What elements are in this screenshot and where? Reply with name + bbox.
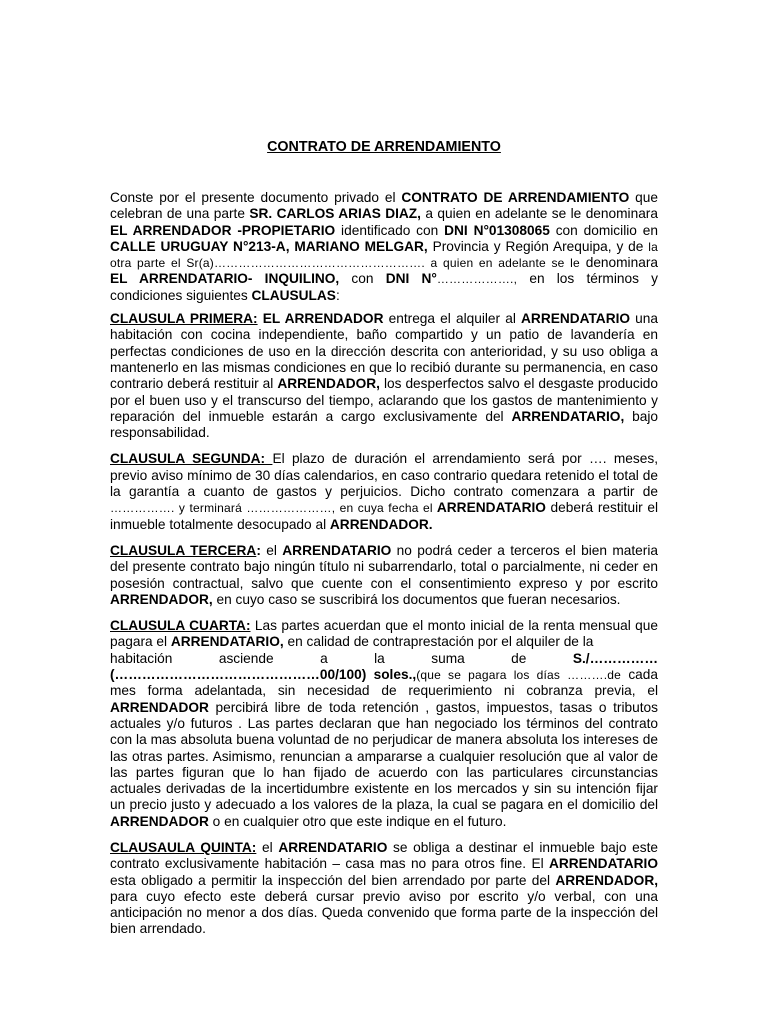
payment-day-blank: (que se pagara los días ……….de (416, 668, 622, 683)
rent-amount-blank: S./…………… (572, 650, 659, 666)
clause-heading: CLAUSULA CUARTA: (110, 618, 251, 634)
clause-third (110, 543, 658, 608)
clause-bold: ARRENDADOR (110, 699, 209, 715)
clause-text: entrega el alquiler al (383, 311, 522, 327)
intro-text: Conste por el presente documento privado el (110, 190, 402, 205)
intro-text: que celebran de una parte (110, 190, 658, 222)
clause-text: Las partes acuerdan que el monto inicial de la renta mensual que pagara el (110, 618, 658, 650)
clause-heading: CLAUSAULA QUINTA: (110, 839, 257, 855)
clause-bold: ARRENDADOR, (277, 376, 380, 392)
intro-text: identificado con (335, 222, 445, 238)
clause-bold: ARRENDATARIO (282, 542, 392, 558)
clause-bold: EL ARRENDADOR (257, 311, 384, 327)
landlord-role: EL ARRENDADOR -PROPIETARIO (110, 222, 336, 238)
intro-text: denominara (579, 255, 658, 271)
clause-heading: CLAUSULA SEGUNDA: (110, 451, 273, 467)
clause-bold: ARRENDATARIO, (511, 408, 625, 424)
clause-bold: ARRENDATARIO (432, 500, 546, 516)
tenant-role: EL ARRENDATARIO- INQUILINO, (110, 271, 340, 287)
landlord-dni: DNI N°01308065 (444, 222, 550, 238)
intro-text: a quien en adelante se le denominara (420, 206, 658, 222)
clause-bold: ARRENDADOR (110, 813, 209, 829)
clause-text: en calidad de contraprestación por el alquiler de la (283, 634, 594, 650)
clause-text: bajo responsabilidad. (110, 408, 659, 441)
clause-text: el (256, 839, 279, 855)
intro-text: : (335, 287, 340, 303)
contract-name: CONTRATO DE ARRENDAMIENTO (401, 190, 630, 205)
clause-heading-colon: : (256, 542, 261, 558)
clause-second (110, 451, 658, 532)
tenant-blank-line: la otra parte el Sr(a)……………………………………………. a quien en adelante se le (110, 239, 659, 271)
clause-text: esta obligado a permitir la inspección del bien arrendado por parte del (110, 872, 556, 888)
clauses-label: CLAUSULAS (251, 287, 336, 303)
line-word: suma (431, 650, 465, 666)
clause-bold: ARRENDATARIO (278, 839, 388, 855)
document-title: CONTRATO DE ARRENDAMIENTO (267, 139, 501, 155)
document-body (110, 190, 658, 948)
line-word: la (374, 650, 385, 666)
intro-text: con domicilio en (549, 222, 658, 238)
intro-text: con (339, 271, 386, 287)
clause-text: deberá restituir el inmueble totalmente desocupado al (110, 500, 658, 532)
clause-bold: ARRENDATARIO, (170, 634, 284, 650)
tenant-dni-label: DNI N° (385, 271, 437, 287)
clause-text: en cuyo caso se suscribirá los documentos que fueran necesarios. (212, 591, 621, 607)
clause-bold: ARRENDATARIO (549, 856, 658, 872)
clause-text: para cuyo efecto este deberá cursar previo aviso por escrito y/o verbal, con una anticipación no menor a dos días. Queda convenido que forma parte de la inspección del bien arrendado. (110, 888, 658, 937)
clause-text: los desperfectos salvo el desgaste producido por el buen uso y el transcurso del tiempo, aclarando que los gastos de mantenimiento y reparación del inmueble estarán a cargo exclusivamente del (110, 376, 659, 424)
clause-text: no podrá ceder a terceros el bien materia del presente contrato bajo ningún título ni subarrendarlo, total o parcialmente, ni ceder en posesión contractual, salvo que cuente con el consentimiento expreso y por escrito (110, 542, 659, 591)
clause-text: se obliga a destinar el inmueble bajo este contrato exclusivamente habitación – casa mas no para otros fine. El (110, 839, 658, 872)
clause-text: una habitación con cocina independiente, baño compartido y un patio de lavandería en perfectas condiciones de uso en la dirección descrita con anterioridad, y su uso obliga a mantenerlo en las mismas condiciones en que lo recibió durante su permanencia, en caso contrario deberá restituir al (110, 311, 659, 392)
date-blanks: ……………. y terminará …………………, en cuya fecha el (110, 501, 433, 516)
intro-paragraph (110, 190, 658, 304)
clause-bold: ARRENDADOR, (110, 591, 213, 607)
intro-text: en los términos y condiciones siguientes (110, 271, 658, 303)
clause-fifth (110, 840, 658, 938)
clause-heading: CLAUSULA PRIMERA: (110, 311, 258, 327)
rent-amount-words: (………………………………………00/100) soles., (110, 667, 417, 683)
line-word: habitación (110, 650, 173, 666)
clause-heading: CLAUSULA TERCERA (110, 542, 257, 558)
rent-amount-line (110, 651, 658, 667)
intro-text: Provincia y Región Arequipa, y de (427, 238, 649, 254)
clause-fourth (110, 618, 658, 830)
line-word: asciende (218, 650, 274, 666)
clause-bold: ARRENDADOR. (329, 516, 433, 532)
clause-text: percibirá libre de toda retención , gastos, impuestos, tasas o tributos actuales y/o futuros . Las partes declaran que han negociado los términos del contrato con la mas absoluta buena voluntad de no perjudicar de manera absoluta los intereses de las otras partes. Asimismo, renuncian a ampararse a cualquier resolución que al valor de las partes figuran que lo han fijado de acuerdo con las particulares circunstancias actuales derivadas de la incertidumbre existente en los mercados y sin su intención fijar un precio justo y adecuado a los valores de la plaza, la cual se pagara en el domicilio del (110, 699, 658, 813)
clause-text: El plazo de duración el arrendamiento será por …. meses, previo aviso mínimo de 30 días calendarios, en caso contrario quedara retenido el total de la garantía a cuanto de gastos y perjuicios. Dicho contrato comenzara a partir de (110, 451, 658, 500)
clause-text: cada mes forma adelantada, sin necesidad de requerimiento ni cobranza previa, el (110, 667, 658, 699)
clause-text: o en cualquier otro que este indique en el futuro. (208, 813, 507, 829)
tenant-dni-blank: ………………., (436, 272, 518, 287)
line-word: a (320, 650, 328, 666)
landlord-address: CALLE URUGUAY N°213-A, MARIANO MELGAR, (110, 238, 428, 254)
line-word: de (511, 650, 527, 666)
clause-text: el (260, 542, 283, 558)
clause-bold: ARRENDATARIO (521, 311, 631, 327)
landlord-name: SR. CARLOS ARIAS DIAZ, (249, 206, 421, 222)
clause-bold: ARRENDADOR, (555, 872, 658, 888)
clause-first (110, 311, 658, 441)
